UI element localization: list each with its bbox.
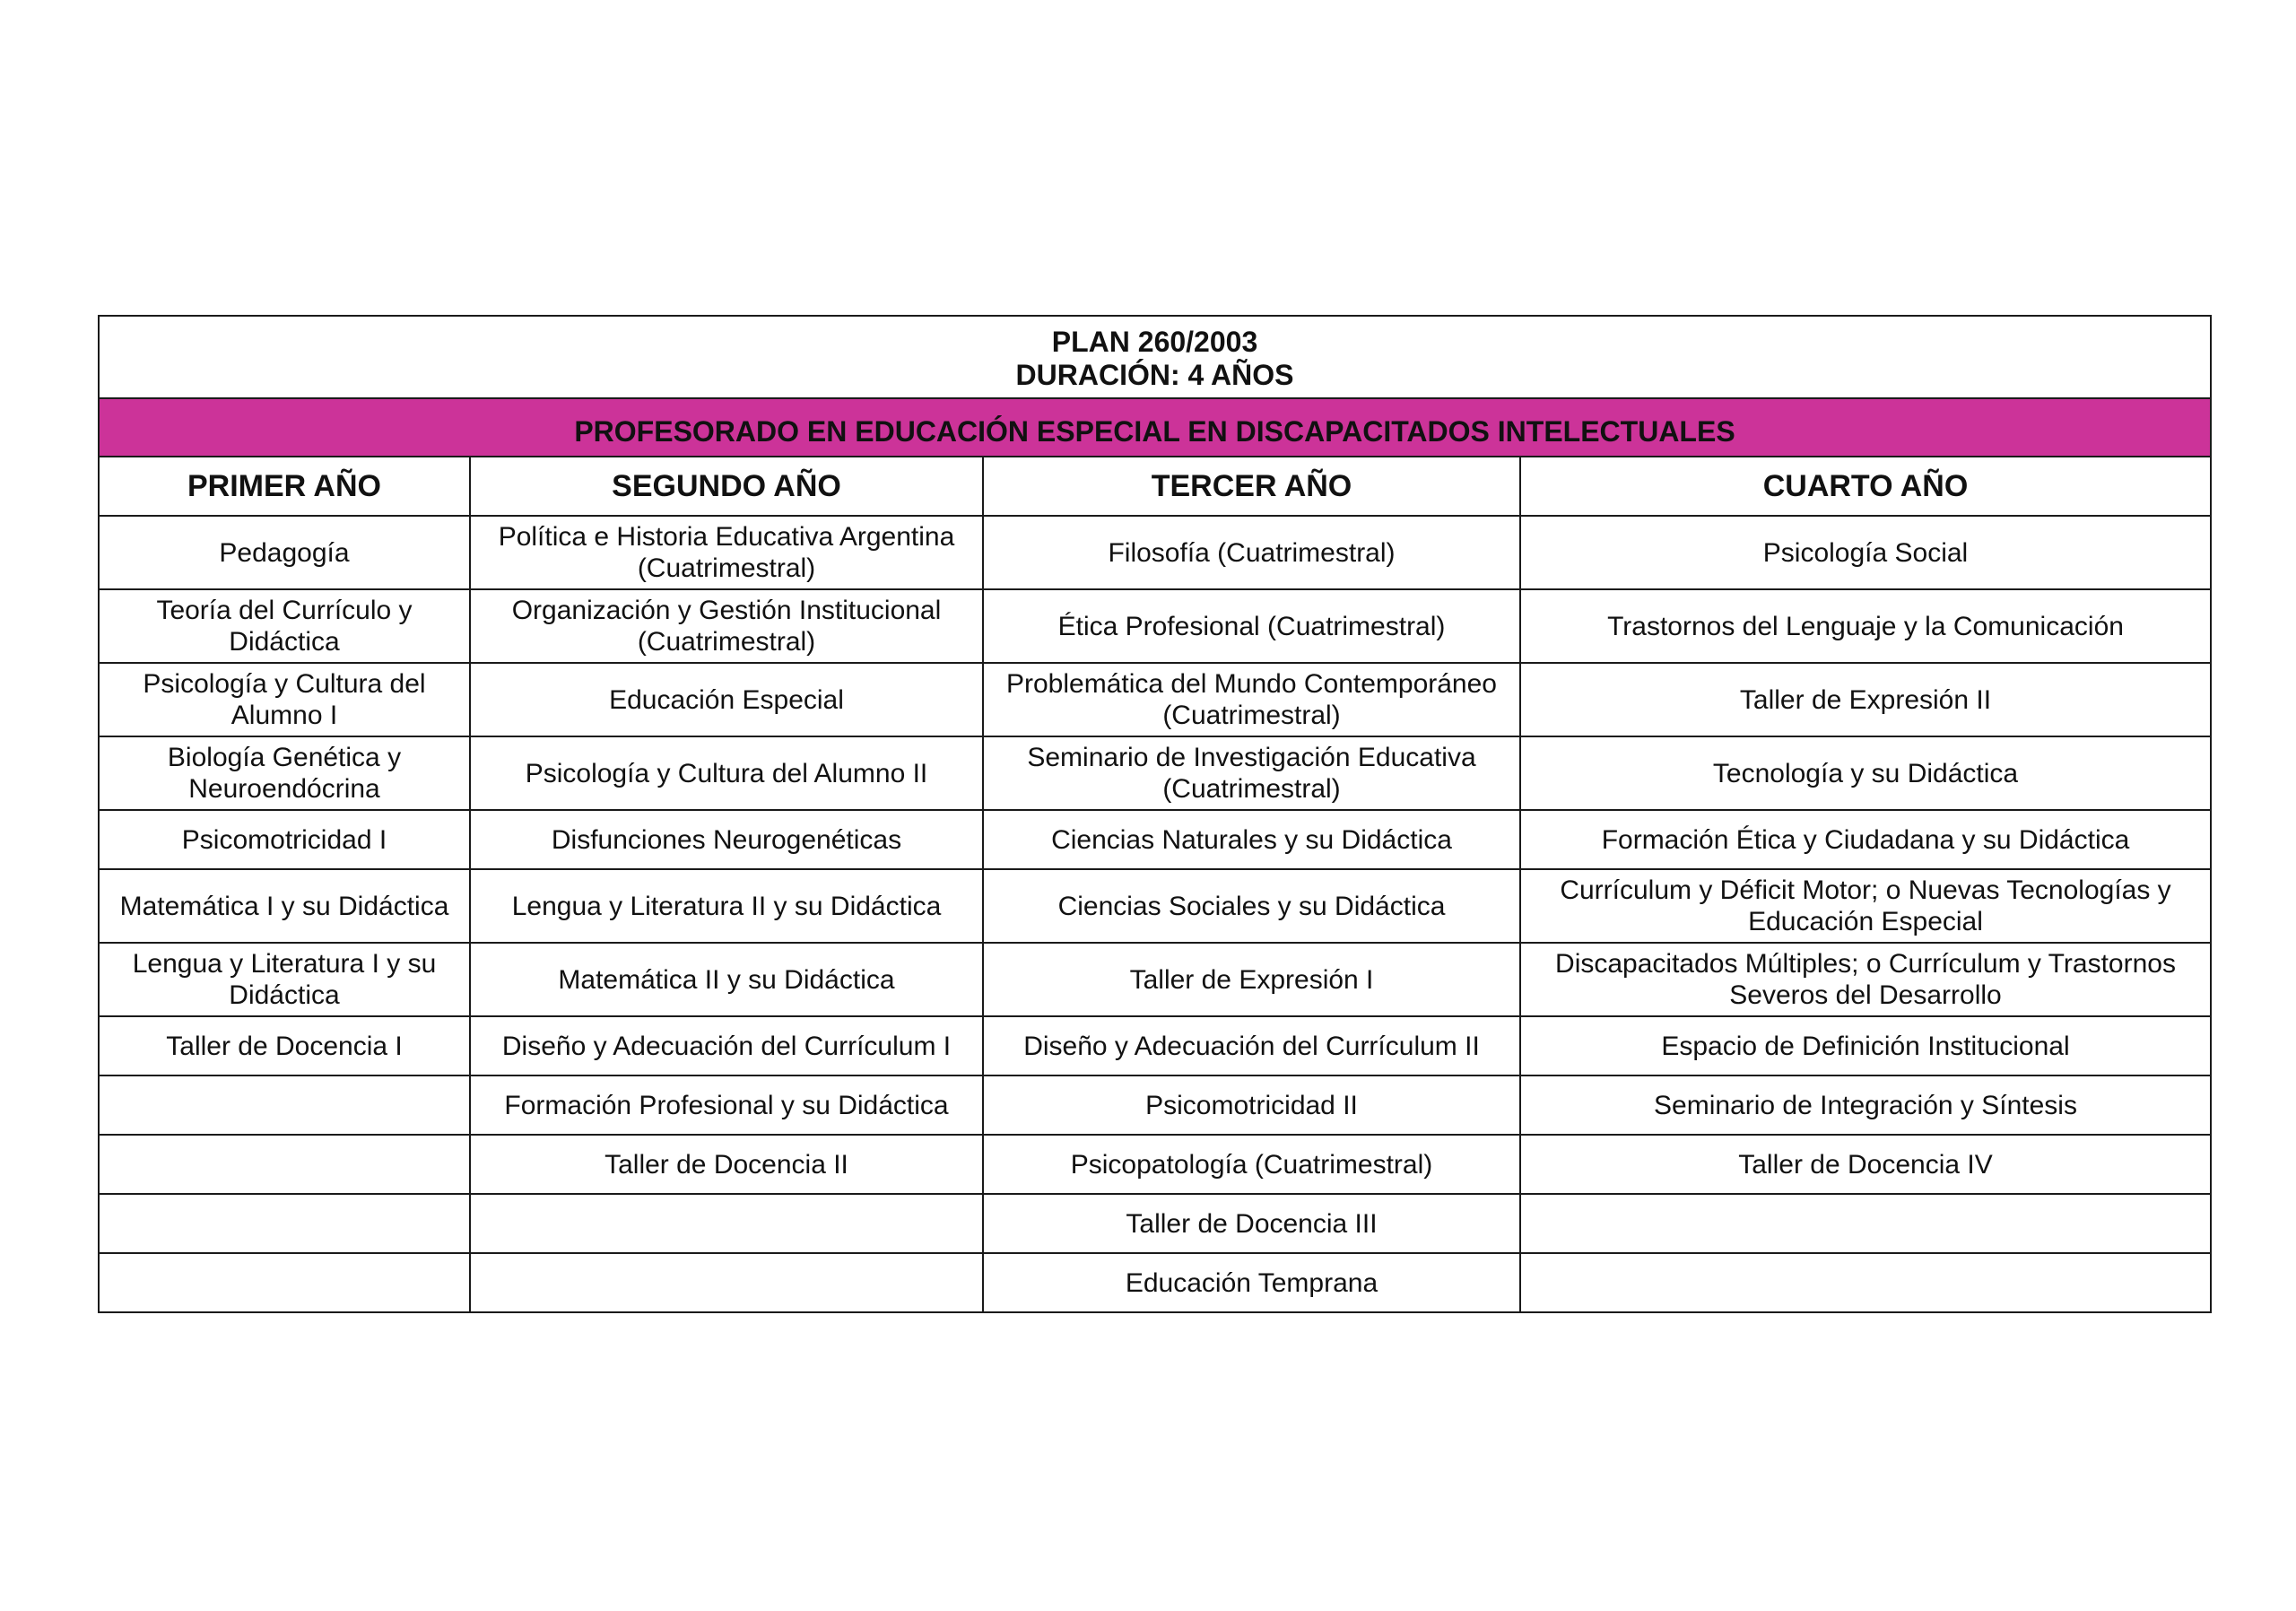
subject-cell: Disfunciones Neurogenéticas	[470, 810, 983, 869]
plan-duration: DURACIÓN: 4 AÑOS	[1015, 359, 1294, 391]
subject-cell: Taller de Docencia III	[983, 1194, 1520, 1253]
subject-cell: Psicopatología (Cuatrimestral)	[983, 1135, 1520, 1194]
subject-cell: Taller de Docencia IV	[1520, 1135, 2211, 1194]
plan-title-cell	[99, 316, 2211, 398]
subject-cell: Psicología Social	[1520, 516, 2211, 589]
column-header-fourth-year: CUARTO AÑO	[1520, 457, 2211, 516]
subject-cell: Teoría del Currículo y Didáctica	[99, 589, 470, 663]
table-row	[99, 516, 2211, 589]
program-name: PROFESORADO EN EDUCACIÓN ESPECIAL EN DISCAPACITADOS INTELECTUALES	[99, 398, 2211, 457]
subject-cell: Seminario de Integración y Síntesis	[1520, 1075, 2211, 1135]
plan-number: PLAN 260/2003	[1051, 326, 1258, 358]
subject-cell: Diseño y Adecuación del Currículum I	[470, 1016, 983, 1075]
column-header-first-year: PRIMER AÑO	[99, 457, 470, 516]
table-row	[99, 663, 2211, 736]
subject-cell: Ciencias Naturales y su Didáctica	[983, 810, 1520, 869]
table-row	[99, 943, 2211, 1016]
subject-cell: Educación Temprana	[983, 1253, 1520, 1312]
subject-cell: Trastornos del Lenguaje y la Comunicación	[1520, 589, 2211, 663]
subject-cell: Educación Especial	[470, 663, 983, 736]
subject-cell: Biología Genética y Neuroendócrina	[99, 736, 470, 810]
table-row	[99, 736, 2211, 810]
subject-cell: Discapacitados Múltiples; o Currículum y Trastornos Severos del Desarrollo	[1520, 943, 2211, 1016]
subject-cell: Taller de Expresión I	[983, 943, 1520, 1016]
table-row	[99, 1016, 2211, 1075]
year-header-row	[99, 457, 2211, 516]
subject-cell	[99, 1135, 470, 1194]
subject-cell: Lengua y Literatura I y su Didáctica	[99, 943, 470, 1016]
subject-cell	[99, 1075, 470, 1135]
subject-cell: Psicomotricidad I	[99, 810, 470, 869]
subject-cell: Formación Profesional y su Didáctica	[470, 1075, 983, 1135]
subject-cell: Taller de Docencia II	[470, 1135, 983, 1194]
subject-cell: Ética Profesional (Cuatrimestral)	[983, 589, 1520, 663]
column-header-third-year: TERCER AÑO	[983, 457, 1520, 516]
subject-cell	[1520, 1194, 2211, 1253]
subject-cell: Matemática I y su Didáctica	[99, 869, 470, 943]
subject-cell: Filosofía (Cuatrimestral)	[983, 516, 1520, 589]
subject-cell	[470, 1194, 983, 1253]
table-row	[99, 810, 2211, 869]
table-row	[99, 589, 2211, 663]
subject-cell	[470, 1253, 983, 1312]
subject-cell: Lengua y Literatura II y su Didáctica	[470, 869, 983, 943]
subject-cell	[99, 1194, 470, 1253]
subject-cell: Espacio de Definición Institucional	[1520, 1016, 2211, 1075]
subject-cell: Psicología y Cultura del Alumno II	[470, 736, 983, 810]
curriculum-table	[98, 315, 2212, 1313]
subject-cell: Psicomotricidad II	[983, 1075, 1520, 1135]
subject-cell: Política e Historia Educativa Argentina (Cuatrimestral)	[470, 516, 983, 589]
subject-cell	[1520, 1253, 2211, 1312]
subject-cell: Diseño y Adecuación del Currículum II	[983, 1016, 1520, 1075]
subject-cell: Seminario de Investigación Educativa (Cuatrimestral)	[983, 736, 1520, 810]
table-row	[99, 1253, 2211, 1312]
subject-cell: Psicología y Cultura del Alumno I	[99, 663, 470, 736]
subject-cell	[99, 1253, 470, 1312]
plan-title-row	[99, 316, 2211, 398]
subject-cell: Taller de Docencia I	[99, 1016, 470, 1075]
column-header-second-year: SEGUNDO AÑO	[470, 457, 983, 516]
subject-cell: Matemática II y su Didáctica	[470, 943, 983, 1016]
subject-cell: Ciencias Sociales y su Didáctica	[983, 869, 1520, 943]
program-banner-row	[99, 398, 2211, 457]
table-row	[99, 869, 2211, 943]
subject-cell: Currículum y Déficit Motor; o Nuevas Tecnologías y Educación Especial	[1520, 869, 2211, 943]
subject-cell: Problemática del Mundo Contemporáneo (Cuatrimestral)	[983, 663, 1520, 736]
table-row	[99, 1075, 2211, 1135]
table-row	[99, 1194, 2211, 1253]
subject-cell: Taller de Expresión II	[1520, 663, 2211, 736]
subject-cell: Tecnología y su Didáctica	[1520, 736, 2211, 810]
subject-cell: Formación Ética y Ciudadana y su Didáctica	[1520, 810, 2211, 869]
subject-cell: Organización y Gestión Institucional (Cuatrimestral)	[470, 589, 983, 663]
subject-cell: Pedagogía	[99, 516, 470, 589]
table-row	[99, 1135, 2211, 1194]
